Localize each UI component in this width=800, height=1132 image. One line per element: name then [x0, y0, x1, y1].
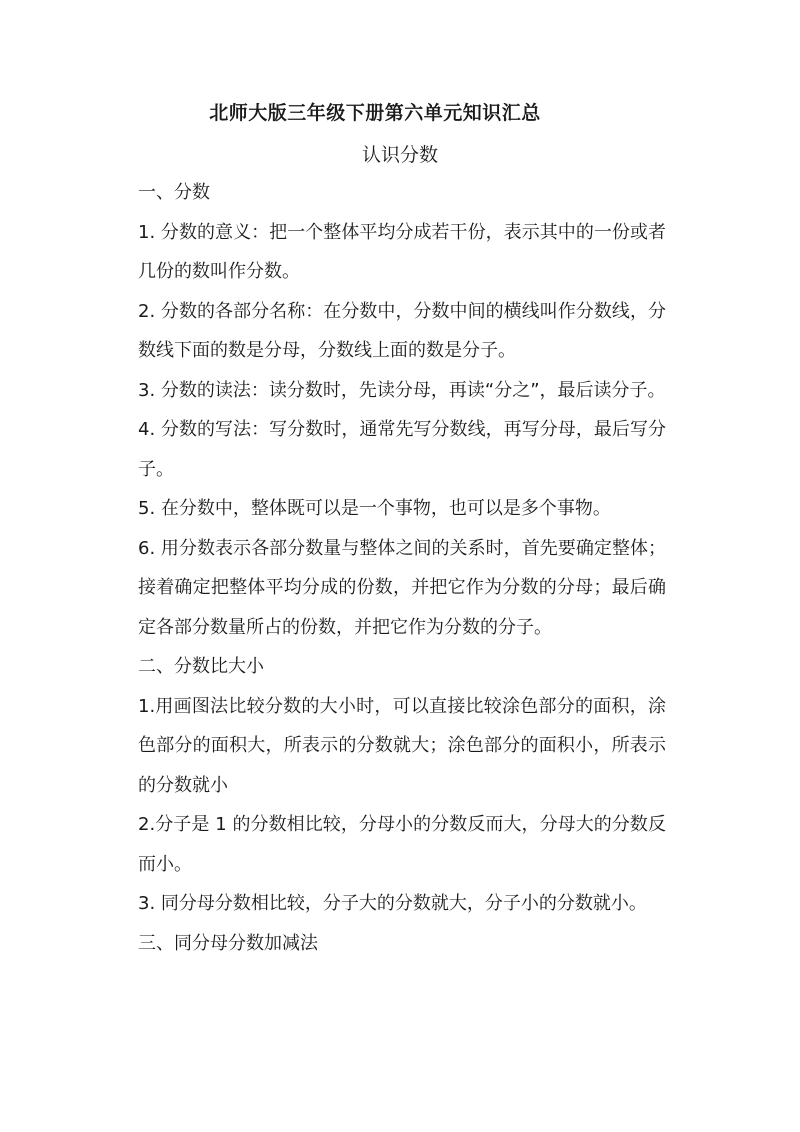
- paragraph-compare-unit-numerator: 2.分子是 1 的分数相比较，分母小的分数反而大，分母大的分数反而小。: [138, 814, 666, 875]
- document-title: 北师大版三年级下册第六单元知识汇总: [209, 102, 541, 124]
- paragraph-fraction-meaning: 1. 分数的意义：把一个整体平均分成若干份，表示其中的一份或者几份的数叫作分数。: [138, 221, 666, 282]
- paragraph-fraction-relation: 6. 用分数表示各部分数量与整体之间的关系时，首先要确定整体；接着确定把整体平均分成的份数，并把它作为分数的分母；最后确定各部分数量所占的份数，并把它作为分数的分子。: [138, 537, 666, 638]
- paragraph-compare-same-denominator: 3. 同分母分数相比较，分子大的分数就大，分子小的分数就小。: [138, 893, 647, 914]
- document-body: [138, 173, 666, 963]
- section-heading-add-subtract: 三、同分母分数加减法: [138, 932, 318, 954]
- paragraph-fraction-writing: 4. 分数的写法：写分数时，通常先写分数线，再写分母，最后写分子。: [138, 419, 666, 480]
- section-heading-comparison: 二、分数比大小: [138, 656, 264, 677]
- paragraph-fraction-reading: 3. 分数的读法：读分数时，先读分母，再读“分之”，最后读分子。: [138, 379, 666, 401]
- paragraph-compare-drawing: 1.用画图法比较分数的大小时，可以直接比较涂色部分的面积，涂色部分的面积大，所表示的分数就大；涂色部分的面积小，所表示的分数就小: [138, 695, 666, 796]
- document-subtitle: 认识分数: [361, 144, 438, 166]
- paragraph-fraction-whole: 5. 在分数中，整体既可以是一个事物，也可以是多个事物。: [138, 498, 611, 519]
- section-heading-fractions: 一、分数: [138, 182, 210, 203]
- paragraph-fraction-parts: 2. 分数的各部分名称：在分数中，分数中间的横线叫作分数线，分数线下面的数是分母，分数线上面的数是分子。: [138, 300, 666, 361]
